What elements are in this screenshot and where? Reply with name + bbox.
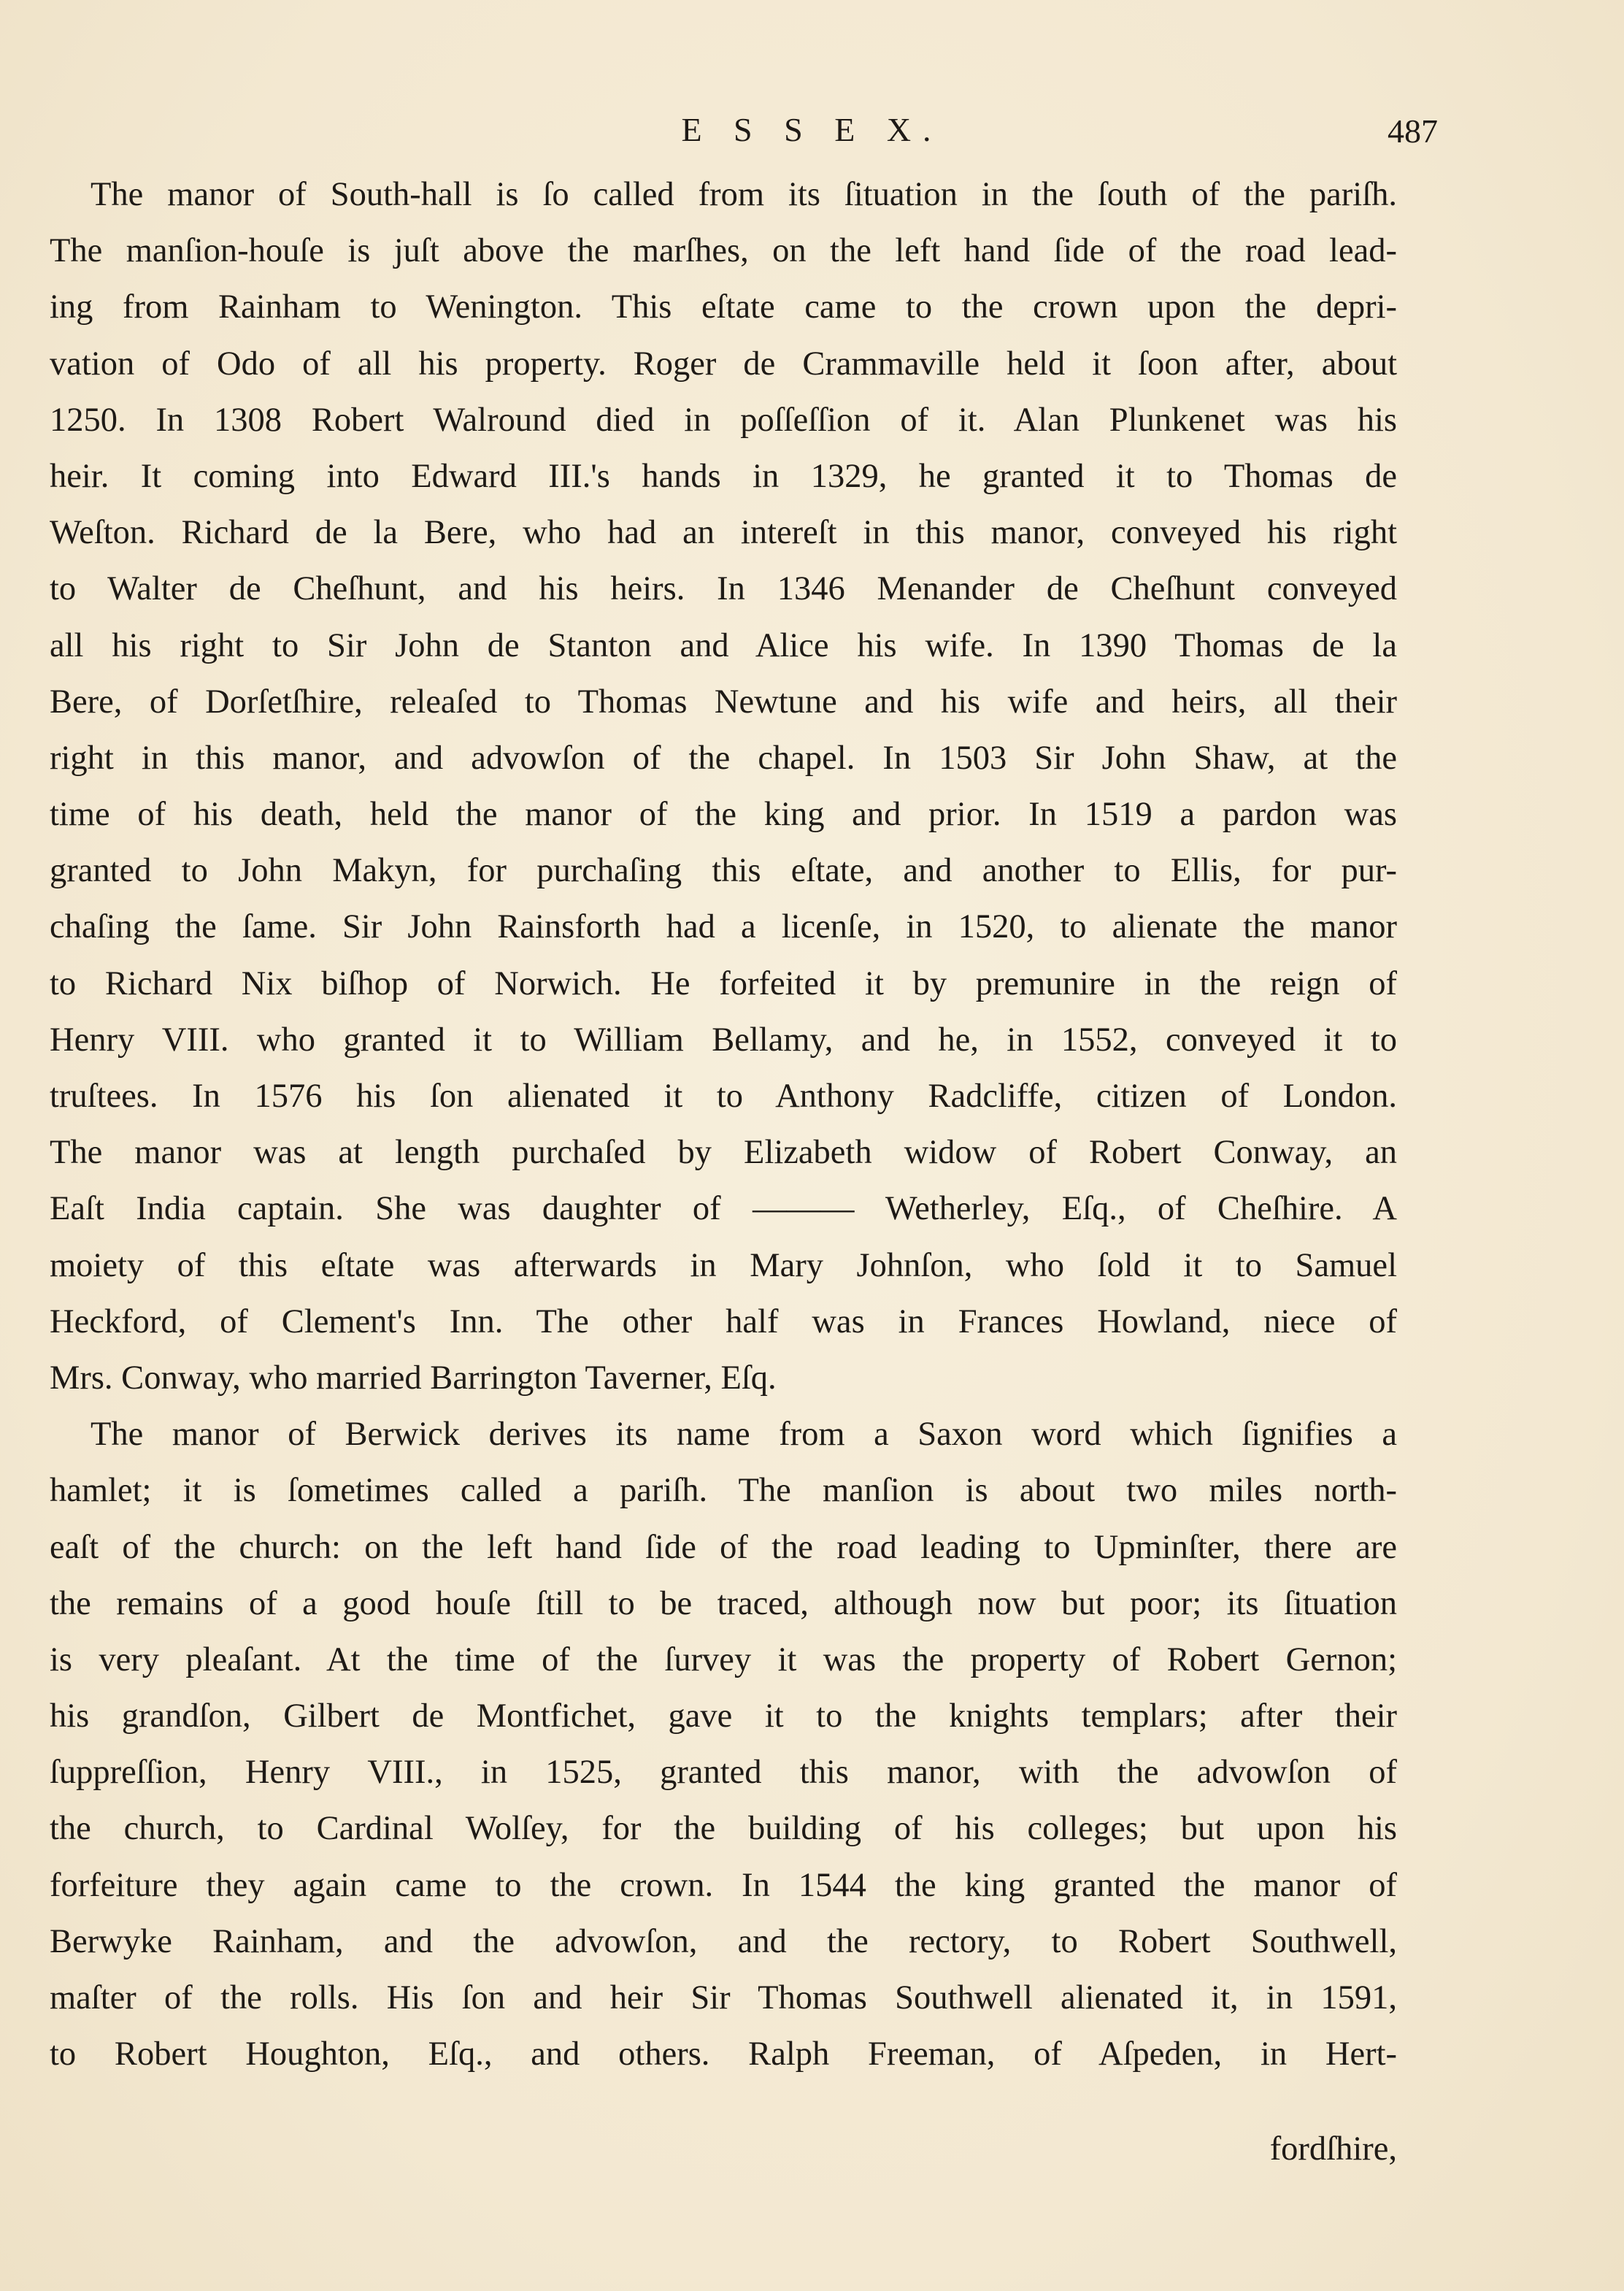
text-line: maſter of the rolls. His ſon and heir Sir Thomas Southwell alienated it, in 1591,	[50, 1979, 1397, 2016]
text-line: ing from Rainham to Wenington. This eſtate came to the crown upon the depri-	[50, 288, 1397, 326]
text-line: Heckford, of Clement's Inn. The other half was in Frances Howland, niece of	[50, 1302, 1397, 1340]
text-line: Eaſt India captain. She was daughter of ——— Wetherley, Eſq., of Cheſhire. A	[50, 1190, 1397, 1228]
text-line: granted to John Makyn, for purchaſing this eſtate, and another to Ellis, for pur-	[50, 852, 1397, 890]
paragraph-berwick	[50, 1406, 1397, 2082]
text-line: the church, to Cardinal Wolſey, for the building of his colleges; but upon his	[50, 1810, 1397, 1848]
text-line: forfeiture they again came to the crown. In 1544 the king granted the manor of	[50, 1866, 1397, 1904]
page-number: 487	[1388, 112, 1438, 150]
text-line: ſuppreſſion, Henry VIII., in 1525, granted this manor, with the advowſon of	[50, 1754, 1397, 1792]
text-line: Bere, of Dorſetſhire, releaſed to Thomas Newtune and his wife and heirs, all their	[50, 683, 1397, 721]
text-line: time of his death, held the manor of the king and prior. In 1519 a pardon was	[50, 796, 1397, 834]
text-line: chaſing the ſame. Sir John Rainsforth had a licenſe, in 1520, to alienate the manor	[50, 908, 1397, 946]
text-line: heir. It coming into Edward III.'s hands in 1329, he granted it to Thomas de	[50, 457, 1397, 495]
text-line: is very pleaſant. At the time of the ſurvey it was the property of Robert Gernon;	[50, 1640, 1397, 1678]
text-line: Weſton. Richard de la Bere, who had an intereſt in this manor, conveyed his right	[50, 514, 1397, 552]
text-line: vation of Odo of all his property. Roger de Crammaville held it ſoon after, about	[50, 345, 1397, 383]
catchword: fordſhire,	[1269, 2130, 1397, 2168]
text-line: his grandſon, Gilbert de Montfichet, gave it to the knights templars; after their	[50, 1697, 1397, 1735]
text-line: the remains of a good houſe ſtill to be traced, although now but poor; its ſituation	[50, 1584, 1397, 1622]
running-title: E S S E X.	[681, 111, 943, 148]
text-line: Henry VIII. who granted it to William Bellamy, and he, in 1552, conveyed it to	[50, 1021, 1397, 1059]
paragraph-south-hall	[50, 166, 1397, 1406]
text-line: The manor of South-hall is ſo called from its ſituation in the ſouth of the pariſh.	[91, 176, 1397, 213]
text-line: hamlet; it is ſometimes called a pariſh. The manſion is about two miles north-	[50, 1472, 1397, 1510]
text-line: truſtees. In 1576 his ſon alienated it to Anthony Radcliffe, citizen of London.	[50, 1078, 1397, 1115]
text-line: The manſion-houſe is juſt above the marſhes, on the left hand ſide of the road lead-	[50, 232, 1397, 270]
text-line: all his right to Sir John de Stanton and Alice his wife. In 1390 Thomas de la	[50, 626, 1397, 664]
text-line: moiety of this eſtate was afterwards in Mary Johnſon, who ſold it to Samuel	[50, 1246, 1397, 1284]
text-line: The manor of Berwick derives its name from a Saxon word which ſignifies a	[91, 1416, 1397, 1454]
text-line: to Walter de Cheſhunt, and his heirs. In 1346 Menander de Cheſhunt conveyed	[50, 570, 1397, 608]
text-line: 1250. In 1308 Robert Walround died in poſſeſſion of it. Alan Plunkenet was his	[50, 401, 1397, 439]
text-body	[50, 166, 1397, 2082]
text-line: right in this manor, and advowſon of the chapel. In 1503 Sir John Shaw, at the	[50, 739, 1397, 777]
text-line: The manor was at length purchaſed by Elizabeth widow of Robert Conway, an	[50, 1134, 1397, 1172]
text-line: Berwyke Rainham, and the advowſon, and the rectory, to Robert Southwell,	[50, 1922, 1397, 1960]
text-line: to Richard Nix biſhop of Norwich. He forfeited it by premunire in the reign of	[50, 964, 1397, 1002]
text-line: to Robert Houghton, Eſq., and others. Ralph Freeman, of Aſpeden, in Hert-	[50, 2035, 1397, 2073]
text-line: eaſt of the church: on the left hand ſide of the road leading to Upminſter, there are	[50, 1528, 1397, 1566]
text-line: Mrs. Conway, who married Barrington Taverner, Eſq.	[50, 1359, 777, 1397]
